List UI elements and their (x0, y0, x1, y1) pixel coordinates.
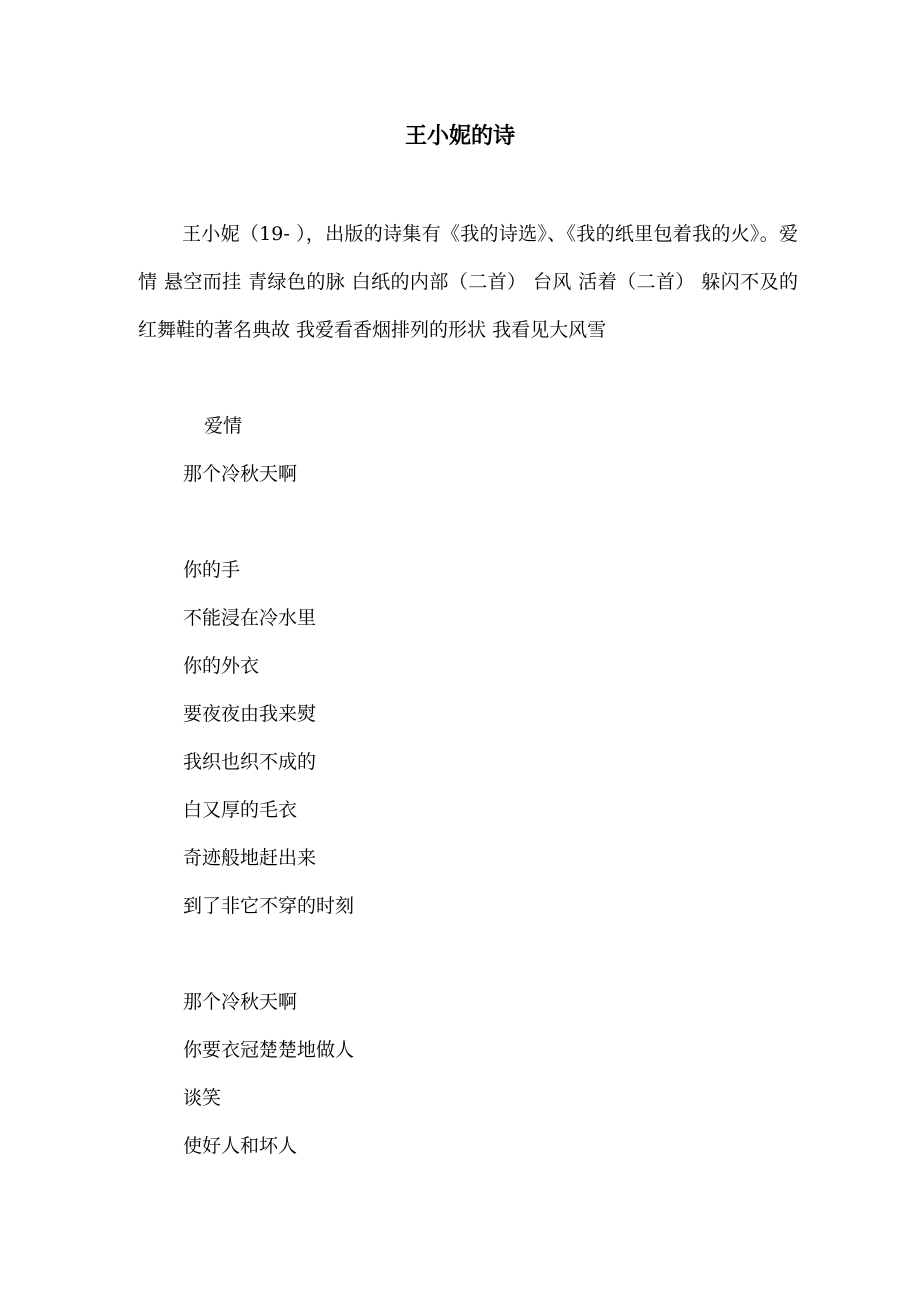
poem-line: 到了非它不穿的时刻 (183, 895, 355, 917)
poem-line: 要夜夜由我来熨 (183, 703, 317, 725)
poem-line: 我织也织不成的 (183, 751, 317, 773)
poem-stanza-break (183, 498, 354, 546)
poem-line: 谈笑 (183, 1087, 222, 1109)
poem-body (183, 450, 354, 1170)
document-title: 王小妮的诗 (404, 123, 515, 149)
poem-line: 你的外衣 (183, 655, 260, 677)
poem-line: 你的手 (183, 559, 241, 581)
poem-line: 那个冷秋天啊 (183, 991, 298, 1013)
poem-line: 白又厚的毛衣 (183, 799, 298, 821)
poem-title: 爱情 (204, 415, 243, 437)
poem-line: 奇迹般地赶出来 (183, 847, 317, 869)
poem-line: 你要衣冠楚楚地做人 (183, 1039, 355, 1061)
poem-line: 不能浸在冷水里 (183, 607, 317, 629)
poem-line: 使好人和坏人 (183, 1135, 298, 1157)
poem-line: 那个冷秋天啊 (183, 463, 298, 485)
poem-stanza-break (183, 930, 354, 978)
author-intro-paragraph: 王小妮（19- ），出版的诗集有《我的诗选》、《我的纸里包着我的火》。爱情 悬空而挂 青绿色的脉 白纸的内部（二首） 台风 活着（二首） 躲闪不及的红舞鞋的著名典故 我爱看香烟排列的形状 我看见大风雪 (138, 223, 798, 341)
